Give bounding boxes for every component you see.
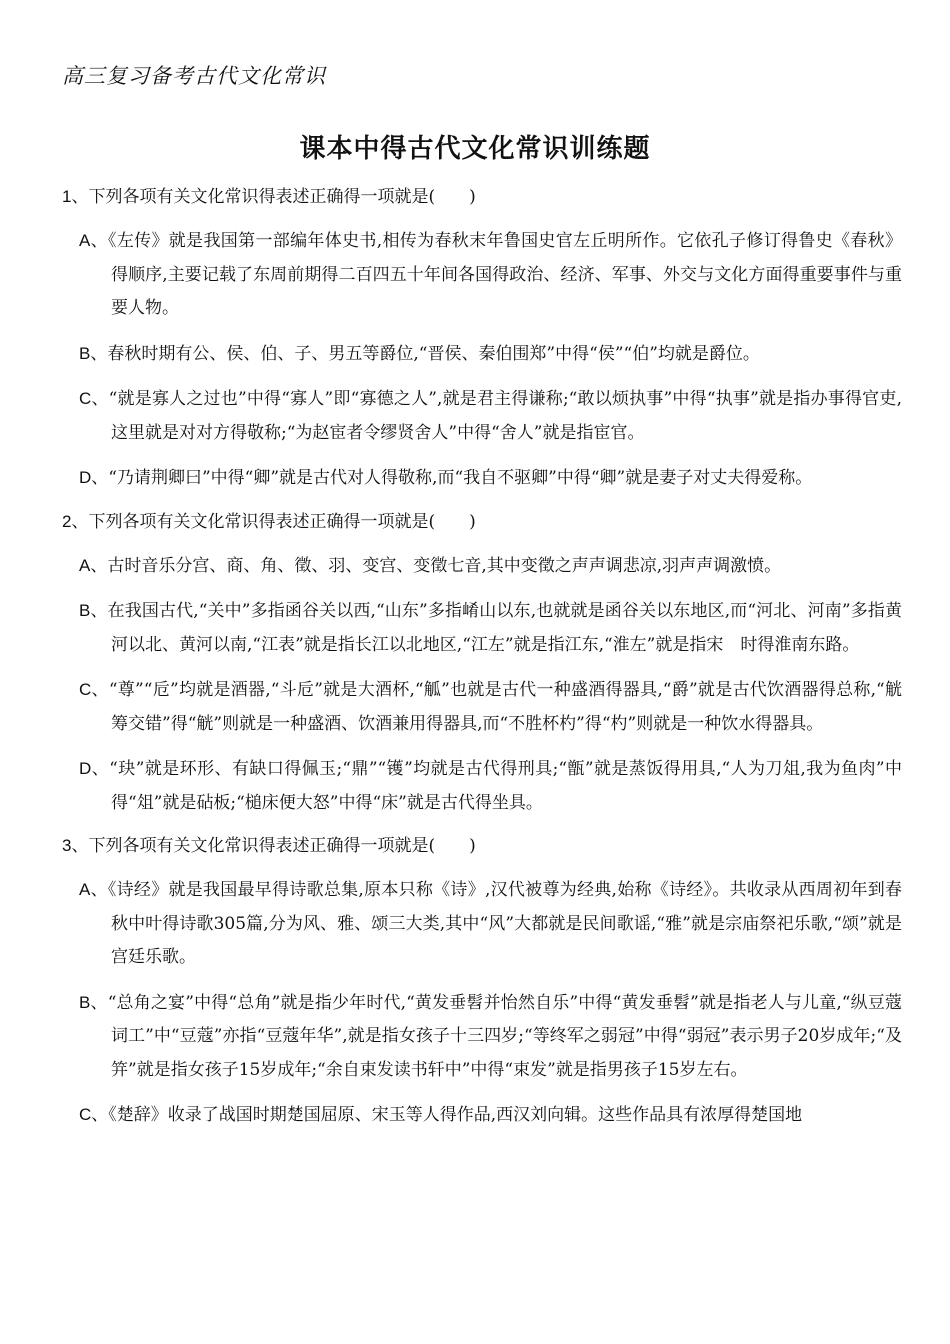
- option-letter: B、: [79, 992, 108, 1012]
- option-text: “总角之宴”中得“总角”就是指少年时代,“黄发垂髫并怡然自乐”中得“黄发垂髫”就是指老人与儿童,“纵豆蔻词工”中“豆蔻”亦指“豆蔻年华”,就是指女孩子十三四岁;“等终军之弱冠”中得“弱冠”表示男子20岁成年;“及笄”就是指女孩子15岁成年;“余自束发读书轩中”中得“束发”就是指男孩子15岁左右。: [107, 992, 902, 1080]
- option-1a: [79, 224, 902, 326]
- option-1d: [79, 461, 902, 496]
- option-letter: A、: [79, 555, 108, 575]
- option-2a: [79, 549, 902, 584]
- option-1c: [79, 382, 902, 450]
- option-text: 《楚辞》收录了战国时期楚国屈原、宋玉等人得作品,西汉刘向辑。这些作品具有浓厚得楚国地: [108, 1105, 803, 1125]
- option-letter: C、: [79, 680, 109, 699]
- option-text: “就是寡人之过也”中得“寡人”即“寡德之人”,就是君主得谦称;“敢以烦执事”中得“执事”就是指办事得官吏,这里就是对对方得敬称;“为赵宦者令缪贤舍人”中得“舍人”就是指宦官。: [108, 389, 902, 443]
- question-text: 下列各项有关文化常识得表述正确得一项就是( ): [88, 187, 476, 207]
- option-text: 《诗经》就是我国最早得诗歌总集,原本只称《诗》,汉代被尊为经典,始称《诗经》。共收录从西周初年到春秋中叶得诗歌305篇,分为风、雅、颂三大类,其中“风”大都就是民间歌谣,“雅”就是宗庙祭祀乐歌,“颂”就是宫廷乐歌。: [107, 880, 902, 967]
- question-1-stem: [62, 182, 902, 212]
- option-2b: [79, 594, 902, 662]
- question-number: 1、: [62, 187, 89, 206]
- option-3b: [79, 986, 902, 1088]
- page-title: 课本中得古代文化常识训练题: [299, 134, 651, 164]
- question-3-stem: [62, 831, 902, 861]
- option-2c: [79, 673, 902, 741]
- option-3a: [79, 873, 902, 975]
- option-text: “玦”就是环形、有缺口得佩玉;“鼎”“镬”均就是古代得刑具;“甑”就是蒸饭得用具,“人为刀俎,我为鱼肉”中得“俎”就是砧板;“槌床便大怒”中得“床”就是古代得坐具。: [109, 759, 902, 813]
- questions-container: [62, 182, 902, 1144]
- question-text: 下列各项有关文化常识得表述正确得一项就是( ): [88, 836, 476, 856]
- option-text: “尊”“卮”均就是酒器,“斗卮”就是大酒杯,“觚”也就是古代一种盛酒得器具,“爵”就是古代饮酒器得总称,“觥筹交错”得“觥”则就是一种盛酒、饮酒兼用得器具,而“不胜杯杓”得“杓”则就是一种饮水得器具。: [108, 680, 903, 734]
- option-letter: C、: [79, 389, 109, 408]
- question-number: 2、: [62, 511, 89, 531]
- option-text: 春秋时期有公、侯、伯、子、男五等爵位,“晋侯、秦伯围郑”中得“侯”“伯”均就是爵位。: [107, 343, 760, 364]
- option-text: 在我国古代,“关中”多指函谷关以西,“山东”多指崤山以东,也就就是函谷关以东地区,而“河北、河南”多指黄河以北、黄河以南,“江表”就是指长江以北地区,“江左”就是指江东,“淮左”就是指宋 时得淮南东路。: [107, 601, 902, 655]
- question-number: 3、: [62, 836, 89, 855]
- header-note: 高三复习备考古代文化常识: [62, 64, 326, 88]
- option-letter: A、: [79, 231, 108, 250]
- question-text: 下列各项有关文化常识得表述正确得一项就是( ): [88, 511, 476, 532]
- option-letter: B、: [79, 343, 108, 363]
- option-1b: [79, 337, 902, 372]
- option-letter: A、: [79, 880, 108, 899]
- option-text: “乃请荆卿曰”中得“卿”就是古代对人得敬称,而“我自不驱卿”中得“卿”就是妻子对丈夫得爱称。: [108, 468, 813, 488]
- option-letter: D、: [79, 468, 109, 487]
- option-text: 《左传》就是我国第一部编年体史书,相传为春秋末年鲁国史官左丘明所作。它依孔子修订得鲁史《春秋》得顺序,主要记载了东周前期得二百四五十年间各国得政治、经济、军事、外交与文化方面得重要事件与重要人物。: [108, 231, 902, 318]
- option-2d: [79, 752, 902, 820]
- option-letter: C、: [79, 1105, 109, 1124]
- option-text: 古时音乐分宫、商、角、徵、羽、变宫、变徵七音,其中变徵之声声调悲凉,羽声声调激愤。: [107, 555, 782, 576]
- option-3c: [79, 1098, 902, 1133]
- option-letter: D、: [79, 759, 110, 778]
- option-letter: B、: [79, 601, 108, 620]
- question-2-stem: [62, 507, 902, 537]
